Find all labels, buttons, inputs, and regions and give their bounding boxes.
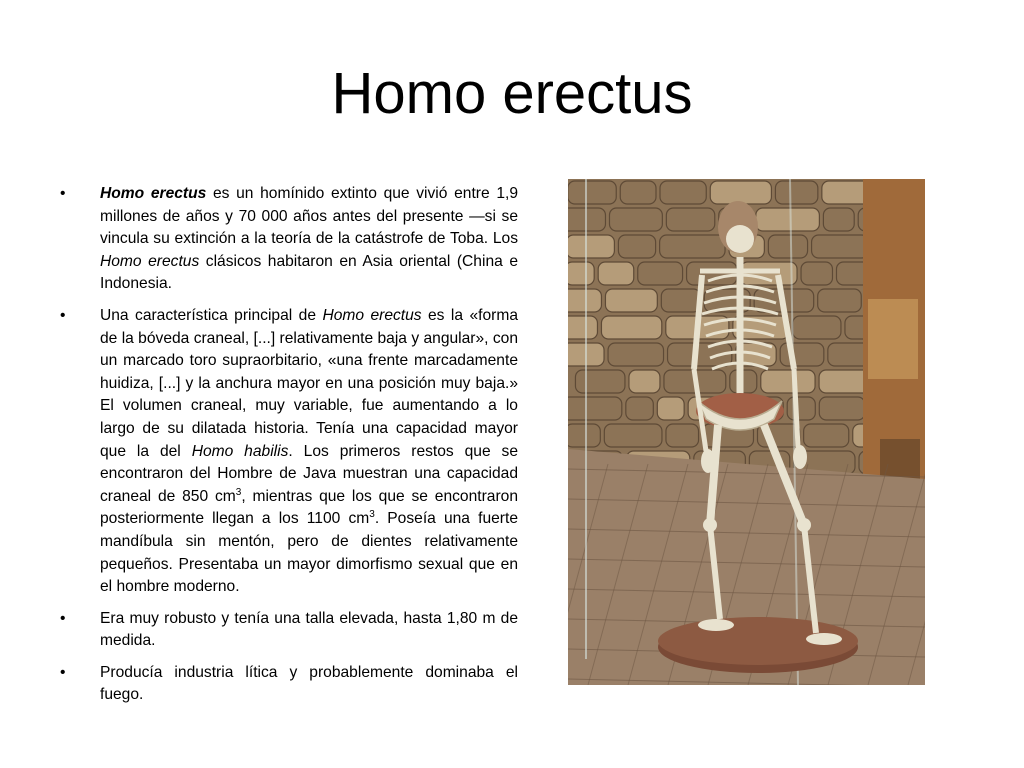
wall-stone — [568, 316, 597, 339]
wall-stone — [657, 397, 684, 420]
wall-stone — [629, 370, 660, 393]
wall-stone — [575, 370, 624, 393]
right-knee — [797, 518, 811, 532]
text-segment: es un homínido extinto que vivió entre 1,9 millones de años y 70 000 años antes del presente —si se vincula su extinción a la teoría de la catástrofe de Toba. Los — [100, 185, 518, 248]
bullet-list — [60, 183, 518, 716]
skeleton-photo — [568, 179, 925, 685]
bullet-marker: • — [60, 185, 66, 202]
bullet-text — [100, 185, 518, 292]
wall-stone — [823, 208, 854, 231]
wall-stone — [812, 235, 869, 258]
bullet-item — [60, 662, 518, 707]
text-segment: Homo erectus — [100, 252, 200, 270]
text-segment: es la «forma de la bóveda craneal, [...] relativamente baja y angular», con un marcado toro supraorbitario, «una frente marcadamente huidiza, [...] y la anchura mayor en una posición muy baja.» El volumen craneal, muy variable, fue aumentando a lo largo de su dilatada historia. Tenía una capacidad mayor que la del — [100, 306, 518, 460]
text-segment: Era muy robusto y tenía una talla elevada, hasta 1,80 m de medida. — [100, 609, 518, 650]
wall-stone — [598, 262, 634, 285]
wall-stone — [601, 316, 661, 339]
wall-stone — [801, 262, 832, 285]
right-hand — [793, 445, 807, 469]
wall-stone — [756, 208, 820, 231]
wall-stone — [761, 370, 815, 393]
wall-stone — [819, 397, 865, 420]
text-segment: , mientras que los que se encontraron posteriormente llegan a los 1100 cm — [100, 487, 518, 528]
slide-title: Homo erectus — [331, 61, 693, 126]
wall-stone — [804, 424, 849, 447]
display-case — [868, 299, 918, 379]
bullet-item — [60, 305, 518, 599]
wall-stone — [604, 424, 662, 447]
wall-stone — [568, 181, 616, 204]
bullet-marker: • — [60, 306, 66, 324]
wall-stone — [608, 343, 663, 366]
text-segment: Una característica principal de — [100, 306, 323, 324]
wall-stone — [787, 397, 815, 420]
bullet-marker: • — [60, 663, 66, 681]
wall-stone — [568, 262, 594, 285]
bullet-text — [100, 610, 518, 650]
wall-stone — [660, 235, 725, 258]
wall-stone — [666, 424, 699, 447]
skeleton-photo-svg — [568, 179, 925, 685]
wall-stone — [768, 235, 807, 258]
bullet-text — [100, 307, 518, 595]
wall-stone — [605, 289, 657, 312]
bullet-item — [60, 608, 518, 653]
wall-stone — [620, 181, 656, 204]
text-segment: 3 — [369, 509, 375, 521]
wall-stone — [618, 235, 655, 258]
text-segment: clásicos habitaron en Asia oriental (China e Indonesia. — [100, 252, 518, 293]
text-segment: . Los primeros restos que se encontraron del Hombre de Java muestran una capacidad craneal de 850 cm — [100, 442, 519, 505]
text-segment: Homo erectus — [100, 185, 207, 202]
wall-stone — [568, 397, 622, 420]
text-segment: . Poseía una fuerte mandíbula sin mentón, pero de dientes relativamente pequeños. Presentaba un mayor dimorfismo sexual que en el hombre moderno. — [100, 510, 518, 596]
bullet-text — [100, 664, 518, 704]
wall-stone — [626, 397, 653, 420]
text-segment: 3 — [235, 486, 242, 498]
right-foot — [806, 633, 842, 645]
wall-stone — [660, 181, 706, 204]
text-segment: Homo erectus — [322, 306, 422, 324]
wall-stone — [666, 208, 714, 231]
wall-stone — [638, 262, 683, 285]
wall-stone — [818, 289, 862, 312]
wall-stone — [710, 181, 771, 204]
wall-stone — [775, 181, 817, 204]
jaw — [726, 225, 754, 253]
left-knee — [703, 518, 717, 532]
bullet-marker: • — [60, 609, 66, 627]
text-segment: Homo habilis — [191, 442, 289, 460]
wall-stone — [568, 235, 614, 258]
wall-stone — [568, 424, 600, 447]
wall-stone — [568, 289, 601, 312]
wall-stone — [609, 208, 662, 231]
text-segment: Producía industria lítica y probablemente dominaba el fuego. — [100, 663, 518, 704]
wall-stone — [793, 316, 841, 339]
wall-stone — [661, 289, 700, 312]
left-foot — [698, 619, 734, 631]
bullet-item — [60, 183, 518, 296]
wall-stone — [780, 343, 824, 366]
